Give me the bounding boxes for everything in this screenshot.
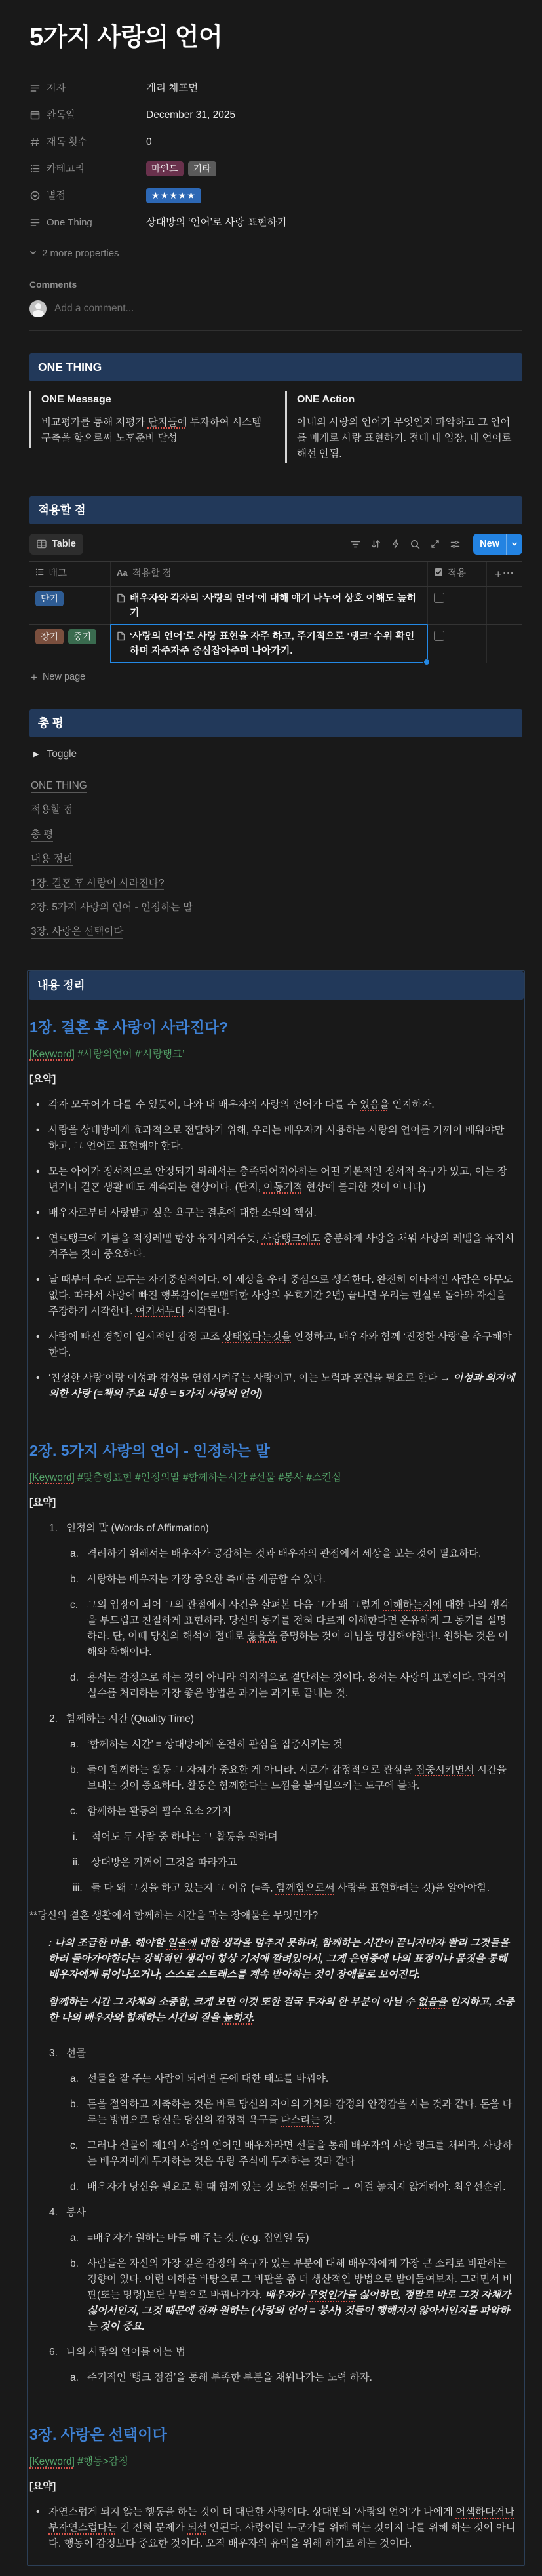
avatar [29, 300, 47, 317]
note-paragraph: **당신의 결혼 생활에서 함께하는 시간을 막는 장애물은 무엇인가? [29, 1910, 319, 1922]
view-settings-icon[interactable] [450, 540, 460, 549]
summary-label: [요약] [29, 2481, 56, 2493]
page-title: 5가지 사랑의 언어 [29, 24, 223, 51]
row-checkbox[interactable] [434, 631, 444, 641]
one-thing-columns [29, 391, 522, 463]
column-header-title[interactable]: Aa 적용할 점 [111, 562, 428, 585]
numbered-item: iii. 둘 다 왜 그것을 하고 있는지 그 이유 (=즉, 함께함으로써 사랑을 표현하려는 것)을 알아야함. [73, 1883, 490, 1894]
property-value-one-thing[interactable]: 상대방의 ‘언어’로 사랑 표현하기 [146, 216, 287, 228]
row-title[interactable]: 배우자와 각자의 ‘사랑의 언어’에 대해 얘기 나누어 상호 이해도 높히기 [130, 592, 417, 618]
numbered-item: d. 용서는 감정으로 하는 것이 아니라 의지적으로 결단하는 것이다. 용서는 사랑의 표현이다. 과거의 실수를 처리하는 가장 좋은 방법은 과거는 과거로 끝내는 것. [70, 1671, 507, 1699]
numbered-item: a. =배우자가 원하는 바를 해 주는 것. (e.g. 집안일 등) [70, 2233, 309, 2244]
text-icon [29, 217, 41, 228]
column-header-done[interactable]: 적용 [428, 562, 487, 585]
automation-icon[interactable] [391, 539, 400, 549]
add-column-button[interactable]: + [495, 567, 502, 581]
property-row-category [29, 157, 522, 184]
numbered-item: 3. 선물 [49, 2048, 86, 2059]
sort-icon[interactable] [371, 539, 381, 549]
section-banner-one-thing: ONE THING [29, 353, 522, 381]
new-button[interactable]: New [473, 534, 522, 555]
one-message-title: ONE Message [41, 393, 111, 405]
select-icon [29, 190, 41, 201]
numbered-item: b. 돈을 절약하고 저축하는 것은 바로 당신의 자아의 가치와 감정의 안정감을 사는 것과 같다. 돈을 다루는 방법으로 당신은 당신의 감정적 욕구를 다스리는 것. [70, 2099, 513, 2126]
one-message-body: 비교평가를 통해 저평가 단지들에 투자하여 시스템구축을 함으로써 노후준비 달성 [41, 416, 261, 444]
multi-select-icon [35, 568, 44, 576]
property-list [29, 77, 522, 238]
property-value-reread-count[interactable]: 0 [146, 136, 152, 147]
toggle-triangle-icon[interactable]: ▶ [33, 750, 39, 758]
chapter-1-heading: 1장. 결혼 후 사랑이 사라진다? [29, 1018, 229, 1036]
toc-link[interactable]: 적용할 점 [31, 804, 73, 817]
one-action-quote [285, 391, 522, 463]
property-label: 저자 [47, 82, 66, 94]
section-banner-applied: 적용할 점 [29, 496, 522, 524]
table-view-tab[interactable]: Table [29, 534, 83, 555]
table-header-extra [487, 562, 522, 585]
chapter-3-keywords: [Keyword] #행동>감정 [29, 2456, 128, 2468]
row-tag[interactable]: 장기 [35, 629, 64, 644]
numbered-item: i. 적어도 두 사람 중 하나는 그 활동을 원하며 [73, 1831, 278, 1843]
toc-link[interactable]: 3장. 사랑은 선택이다 [31, 926, 123, 939]
property-value-rating[interactable] [146, 187, 201, 203]
numbered-item: b. 둘이 함께하는 활동 그 자체가 중요한 게 아니라, 서로가 감정적으로 관심을 집중시키면서 시간을 보내는 것이 중요하다. 활동은 함께한다는 느낌을 불러일으키는 도구에 불과. [70, 1764, 507, 1791]
property-value-category[interactable] [146, 160, 216, 176]
note-paragraph-italic: 함께하는 시간 그 자체의 소중함, 크게 보면 이것 또한 결국 투자의 한 부분이 아닐 수 없음을 인지하고, 소중한 나의 배우자와 함께하는 시간의 질을 높히자. [48, 1997, 514, 2024]
chapter-2-keywords: [Keyword] #맞춤형표현 #인정의말 #함께하는시간 #선물 #봉사 #스킨십 [29, 1472, 341, 1483]
toggle-label: Toggle [47, 749, 77, 760]
table-row[interactable] [29, 625, 522, 663]
section-banner-notes: 내용 정리 [29, 971, 524, 1000]
multi-select-icon [29, 163, 41, 174]
chevron-down-icon [29, 246, 37, 261]
toggle-block[interactable] [33, 747, 522, 762]
toc-link[interactable]: 2장. 5가지 사랑의 언어 - 인정하는 말 [31, 902, 193, 915]
chapter-3-heading: 3장. 사랑은 선택이다 [29, 2426, 167, 2444]
toc-link[interactable]: 총 평 [31, 829, 53, 842]
numbered-item: ii. 상대방은 기꺼이 그것을 따라가고 [73, 1857, 237, 1869]
numbered-item: c. 그의 입장이 되어 그의 관점에서 사건을 살펴본 다음 그가 왜 그렇게 이해하는지에 대한 나의 생각을 부드럽고 친절하게 표현하라. 당신의 동기를 전혀 다르게 이해한다면 온유하게 그 동기를 설명하라. 단, 이때 당신의 해석이 절대로 옳음을 증명하는 것이 아님을 명심해야한다!. 원하는 것은 이해와 화해이다. [70, 1599, 510, 1658]
summary-label: [요약] [29, 1073, 56, 1085]
comments-label: Comments [29, 279, 77, 290]
numbered-item: a. 주기적인 ‘탱크 점검’을 통해 부족한 부분을 채워나가는 노력 하자. [70, 2372, 372, 2384]
property-row-author [29, 77, 522, 104]
table-icon [37, 539, 47, 549]
numbered-item: 2. 함께하는 시간 (Quality Time) [49, 1713, 194, 1725]
table-header-row [29, 562, 522, 586]
filter-icon[interactable] [351, 540, 360, 549]
category-tag[interactable]: 기타 [188, 161, 216, 176]
checkbox-icon [434, 568, 443, 577]
note-bullet: • ‘진성한 사랑’이랑 이성과 감성을 연합시켜주는 사랑이고, 이는 노력과 훈련을 필요로 한다 → 이성과 의지에 의한 사랑 (=책의 주요 내용 = 5가지 사랑의 언어) [36, 1372, 515, 1399]
row-title[interactable]: ‘사랑의 언어’로 사랑 표현을 자주 하고, 주기적으로 ‘탱크’ 수위 확인하며 자주자주 중심잡아주며 나아가기. [130, 631, 415, 657]
property-label: 카테고리 [47, 163, 85, 174]
one-action-body: 아내의 사랑의 언어가 무엇인지 파악하고 그 언어를 매개로 사랑 표현하기. 절대 내 입장, 내 언어로 해선 안됨. [297, 416, 512, 459]
category-tag[interactable]: 마인드 [146, 161, 184, 176]
plus-icon: + [31, 671, 37, 684]
property-label: 별점 [47, 189, 66, 201]
note-bullet: • 자연스럽게 되지 않는 행동을 하는 것이 더 대단한 사랑이다. 상대반의 ‘사랑의 언어’가 나에게 어색하다거나 부자연스럽다는 건 전혀 문제가 되선 안된다. 사랑이란 누군가를 위해 하는 것이지 나를 위해 하는 것이 아니다. 행동이 감정보다 중요한 것이다. 오직 배우자의 유익을 위해 하기로 하는 것이다. [36, 2507, 516, 2550]
property-row-reread-count [29, 130, 522, 157]
applied-table [29, 561, 522, 663]
title-icon: Aa [117, 568, 128, 578]
database-view-bar [29, 534, 522, 555]
numbered-item: 1. 인정의 말 (Words of Affirmation) [49, 1522, 209, 1534]
search-icon[interactable] [410, 539, 420, 549]
page-icon [117, 593, 125, 608]
numbered-item: a. ‘함께하는 시간’ = 상대방에게 온전히 관심을 집중시키는 것 [70, 1738, 343, 1750]
note-paragraph-italic: : 나의 조급한 마음. 해야할 일을에 대한 생각을 멈추지 못하며, 함께하는 시간이 끝나자마자 빨리 그것들을 하러 돌아가야한다는 강박적인 생각이 항상 기저에 깔려있어서, 그게 은연중에 나의 표정이나 몸짓을 통해 배우자에게 튀어나오거나, 스스로 스트레스를 계속 받아하는 것이 장애물로 보여진다. [48, 1938, 509, 1981]
divider [29, 330, 522, 331]
section-banner-review: 총 평 [29, 709, 522, 737]
property-label: One Thing [47, 216, 92, 228]
more-properties-button[interactable]: 2 more properties [29, 246, 522, 261]
row-tag[interactable]: 중기 [68, 629, 96, 644]
numbered-item: b. 사람들은 자신의 가장 깊은 감정의 욕구가 있는 부분에 대해 배우자에게 가장 큰 소리로 비판하는 경향이 있다. 이런 이해를 바탕으로 그 비판을 좀 더 생산적인 방법으로 받아들여보자. 그러면서 비판(또는 명령)보단 부탁으로 바꿔나가자. 배우자가 무엇인가를 싫어하면, 정말로 바로 그것 자체가 싫어서인지, 그것 때문에 진짜 원하는 (사랑의 언어 = 봉사) 것들이 행해지지 않아서인지를 파악하는 것이 중요. [70, 2258, 513, 2333]
property-value-author[interactable]: 게리 채프먼 [146, 82, 199, 94]
numbered-item: a. 격려하기 위해서는 배우자가 공감하는 것과 배우자의 관점에서 세상을 보는 것이 필요하다. [70, 1548, 482, 1559]
note-bullet: • 사랑을 상대방에게 효과적으로 전달하기 위해, 우리는 배우자가 사용하는 사랑의 언어를 기꺼이 배워야만 하고, 그 언어로 표현해야 한다. [36, 1124, 505, 1152]
notes-container [27, 970, 525, 2566]
table-of-contents [31, 778, 522, 939]
column-header-tag[interactable]: 태그 [29, 562, 111, 585]
property-label: 재독 횟수 [47, 136, 88, 147]
calendar-icon [29, 109, 41, 121]
one-message-quote [29, 391, 267, 448]
numbered-item: a. 선물을 잘 주는 사람이 되려면 돈에 대한 태도를 바꿔야. [70, 2073, 329, 2085]
note-bullet: • 각자 모국어가 다를 수 있듯이, 나와 내 배우자의 사랑의 언어가 다를 수 있음을 인지하자. [36, 1099, 435, 1110]
property-value-finish-date[interactable]: December 31, 2025 [146, 109, 236, 121]
property-row-one-thing [29, 211, 522, 238]
note-bullet: • 사랑에 빠진 경험이 일시적인 감정 고조 상태였다는것을 인정하고, 배우자와 함께 ‘진정한 사랑’을 추구해야한다. [36, 1331, 512, 1358]
toc-link[interactable]: 1장. 결혼 후 사랑이 사라진다? [31, 878, 164, 891]
numbered-item: 4. 봉사 [49, 2207, 86, 2219]
property-label: 완독일 [47, 109, 75, 121]
one-action-title: ONE Action [297, 393, 355, 405]
comment-input[interactable] [29, 300, 522, 317]
note-bullet: • 날 때부터 우리 모두는 자기중심적이다. 이 세상을 우리 중심으로 생각한다. 완전히 이타적인 사람은 아무도 없다. 따라서 사랑에 빠진 행복감이(=로맨틱한 사랑의 유효기간 2년) 끝나면 우리는 현실로 돌아와 자신을 주장하기 시작한다. 여기서부터 시작된다. [36, 1274, 513, 1317]
numbered-item: b. 사랑하는 배우자는 가장 중요한 촉매를 제공할 수 있다. [70, 1573, 326, 1585]
property-row-rating [29, 184, 522, 211]
chapter-1-keywords: [Keyword] #사랑의언어 #‘사랑탱크’ [29, 1048, 185, 1060]
rating-stars-tag[interactable]: ★★★★★ [146, 188, 201, 203]
row-checkbox[interactable] [434, 593, 444, 603]
new-dropdown-chevron[interactable] [507, 534, 522, 555]
table-options-button[interactable]: ··· [503, 568, 514, 579]
row-tag[interactable]: 단기 [35, 591, 64, 606]
table-row[interactable] [29, 587, 522, 625]
toc-link[interactable]: ONE THING [31, 780, 87, 793]
summary-label: [요약] [29, 1496, 56, 1508]
number-icon [29, 136, 41, 147]
numbered-item: 6. 나의 사랑의 언어를 아는 법 [49, 2347, 185, 2358]
new-page-button[interactable]: + New page [31, 671, 86, 684]
page-icon [117, 631, 125, 646]
chapter-2-heading: 2장. 5가지 사랑의 언어 - 인정하는 말 [29, 1441, 270, 1459]
note-bullet: • 배우자로부터 사랑받고 싶은 욕구는 결혼에 대한 소원의 핵심. [36, 1207, 317, 1219]
note-bullet: • 모든 아이가 정서적으로 안정되기 위해서는 충족되어져야하는 어떤 기본적인 정서적 욕구가 있고, 이는 장년기나 결혼 생활 때도 계속되는 현상이다. (단지, 아동기적 현상에 불과한 것이 아니다) [36, 1165, 507, 1193]
numbered-item: d. 배우자가 당신을 필요로 할 때 함께 있는 것 또한 선물이다 → 이걸 놓치지 않게해야. 최우선순위. [70, 2181, 506, 2193]
comment-placeholder: Add a comment... [54, 302, 134, 314]
toc-link[interactable]: 내용 정리 [31, 853, 73, 867]
text-icon [29, 83, 41, 94]
database-toolbar [351, 534, 522, 555]
numbered-item: c. 그러나 선물이 제1의 사랑의 언어인 배우자라면 선물을 통해 배우자의 사랑 탱크를 채워라. 사랑하는 배우자에게 투자하는 것은 우량 주식에 투자하는 것과 같다 [70, 2140, 513, 2168]
note-bullet: • 연료탱크에 기름을 적정레벨 항상 유지시켜주듯, 사랑탱크에도 충분하게 사랑을 채워 사랑의 레벨을 유지시켜주는 것이 중요하다. [36, 1232, 514, 1260]
expand-icon[interactable] [431, 539, 440, 549]
property-row-finish-date [29, 104, 522, 130]
numbered-item: c. 함께하는 활동의 필수 요소 2가지 [70, 1805, 232, 1817]
